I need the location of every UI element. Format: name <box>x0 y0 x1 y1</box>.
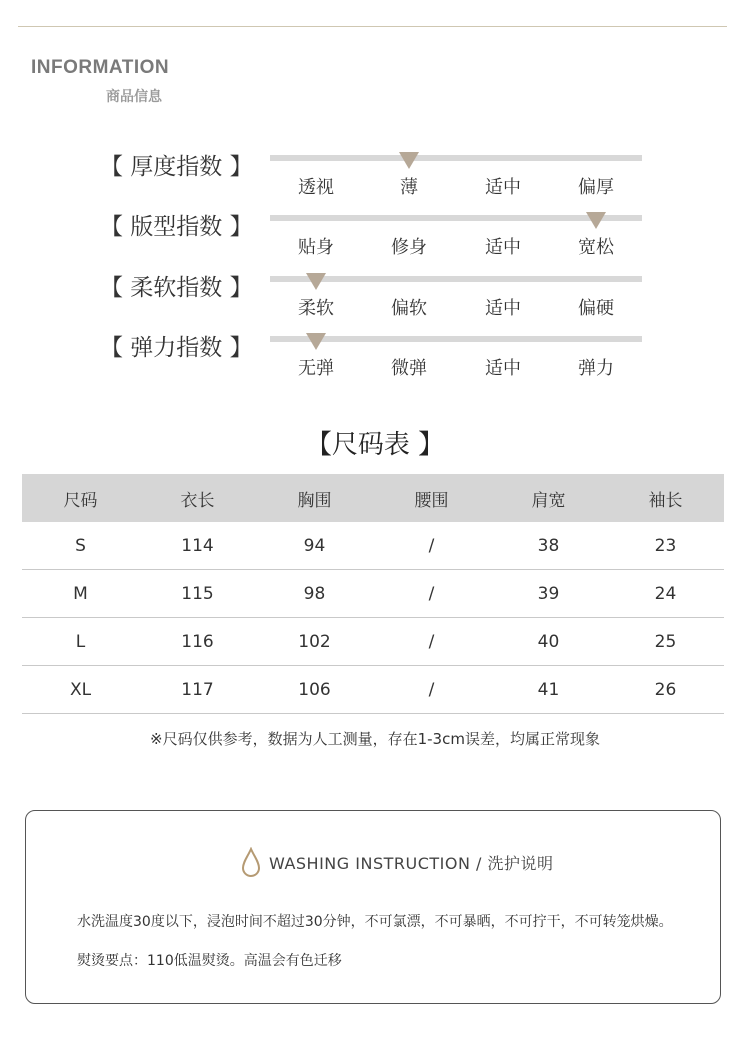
index-option: 适中 <box>485 177 521 198</box>
header-size: 尺码 <box>22 474 139 522</box>
table-cell: 94 <box>256 522 373 570</box>
index-marker-icon <box>399 152 419 169</box>
header-chest: 胸围 <box>256 474 373 522</box>
table-cell: / <box>373 618 490 666</box>
index-option: 薄 <box>400 177 418 198</box>
index-label: 【 版型指数 】 <box>100 214 253 240</box>
washing-instruction-box <box>25 810 721 1004</box>
size-table-header <box>22 474 724 522</box>
table-cell: 114 <box>139 522 256 570</box>
washing-header <box>241 847 554 877</box>
index-label: 【 柔软指数 】 <box>100 275 253 301</box>
size-note: ※尺码仅供参考，数据为人工测量，存在1-3cm误差，均属正常现象 <box>150 730 600 748</box>
index-option: 透视 <box>298 177 334 198</box>
table-cell: / <box>373 666 490 714</box>
section-title: INFORMATION <box>31 57 170 78</box>
table-cell: M <box>22 570 139 618</box>
table-cell: 40 <box>490 618 607 666</box>
table-cell: 115 <box>139 570 256 618</box>
washing-title: WASHING INSTRUCTION / 洗护说明 <box>269 853 554 873</box>
header-shoulder: 肩宽 <box>490 474 607 522</box>
header-sleeve: 袖长 <box>607 474 724 522</box>
table-cell: 25 <box>607 618 724 666</box>
table-cell: 24 <box>607 570 724 618</box>
index-option: 宽松 <box>578 237 614 258</box>
index-option: 偏硬 <box>578 298 614 319</box>
index-option: 偏厚 <box>578 177 614 198</box>
index-option: 贴身 <box>298 237 334 258</box>
table-cell: 39 <box>490 570 607 618</box>
section-subtitle: 商品信息 <box>106 89 162 105</box>
table-row <box>22 618 724 666</box>
table-cell: 38 <box>490 522 607 570</box>
table-row <box>22 666 724 714</box>
table-cell: 117 <box>139 666 256 714</box>
index-marker-icon <box>586 212 606 229</box>
index-marker-icon <box>306 333 326 350</box>
table-cell: 102 <box>256 618 373 666</box>
washing-temperature-text: 水洗温度30度以下，浸泡时间不超过30分钟，不可氯漂，不可暴晒，不可拧干，不可转笼烘燥。 <box>77 914 673 930</box>
table-cell: 41 <box>490 666 607 714</box>
size-table <box>22 474 724 714</box>
table-cell: 106 <box>256 666 373 714</box>
table-cell: / <box>373 522 490 570</box>
table-row <box>22 570 724 618</box>
index-label: 【 厚度指数 】 <box>100 154 253 180</box>
header-length: 衣长 <box>139 474 256 522</box>
table-cell: 98 <box>256 570 373 618</box>
index-option: 无弹 <box>298 358 334 379</box>
index-label: 【 弹力指数 】 <box>100 335 253 361</box>
table-cell: XL <box>22 666 139 714</box>
table-cell: S <box>22 522 139 570</box>
index-option: 适中 <box>485 298 521 319</box>
index-scale-bar <box>270 155 642 161</box>
softness-index <box>0 276 750 336</box>
index-option: 偏软 <box>391 298 427 319</box>
water-drop-icon <box>241 847 261 877</box>
size-chart-title: 【尺码表 】 <box>305 430 445 460</box>
table-cell: 26 <box>607 666 724 714</box>
table-row <box>22 522 724 570</box>
thickness-index <box>0 155 750 215</box>
table-cell: 116 <box>139 618 256 666</box>
ironing-text: 熨烫要点：110低温熨烫。高温会有色迁移 <box>77 953 342 969</box>
table-cell: L <box>22 618 139 666</box>
index-option: 柔软 <box>298 298 334 319</box>
index-option: 微弹 <box>391 358 427 379</box>
index-option: 适中 <box>485 237 521 258</box>
index-marker-icon <box>306 273 326 290</box>
index-option: 适中 <box>485 358 521 379</box>
table-cell: 23 <box>607 522 724 570</box>
table-cell: / <box>373 570 490 618</box>
index-option: 修身 <box>391 237 427 258</box>
index-option: 弹力 <box>578 358 614 379</box>
top-divider <box>18 26 727 27</box>
elasticity-index <box>0 336 750 396</box>
fit-index <box>0 215 750 275</box>
header-waist: 腰围 <box>373 474 490 522</box>
